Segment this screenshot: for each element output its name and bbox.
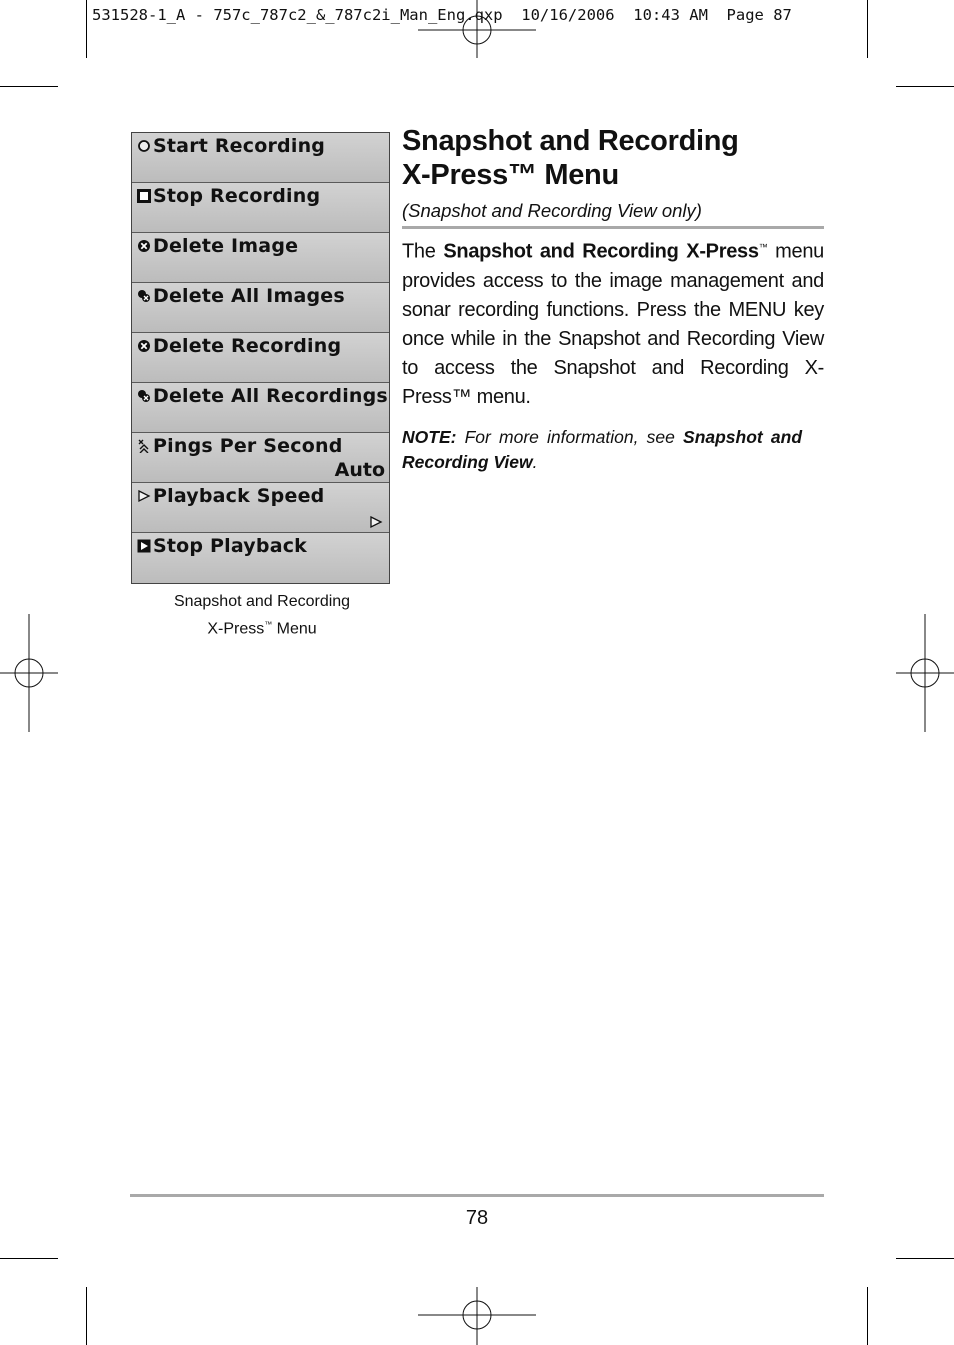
body-text: menu provides access to the image management and sonar recording functions. Press the MENU key once while in the Snapshot and Recording View to access the Snapshot and Recording X-Press™ menu. [402, 240, 825, 408]
chevron-up-down-icon [137, 439, 151, 453]
square-icon [137, 189, 151, 203]
footer-rule [130, 1194, 824, 1197]
caption-line-1: Snapshot and Recording [173, 593, 351, 610]
menu-item-stop-recording[interactable] [132, 183, 389, 233]
body-bold-term: Snapshot and Recording X-Press [443, 240, 759, 263]
menu-item-label: Delete All Recordings [153, 385, 388, 407]
x-circle-icon [137, 239, 151, 253]
play-filled-icon [137, 539, 151, 553]
note-text: . [532, 452, 538, 472]
menu-item-pings-per-second[interactable] [132, 433, 389, 483]
section-subtitle: (Snapshot and Recording View only) [402, 200, 702, 221]
menu-item-value: Auto [334, 459, 385, 481]
crop-mark [0, 1258, 58, 1259]
caption-text: Menu [272, 620, 317, 638]
crop-mark [86, 0, 87, 58]
note-label: NOTE: [402, 427, 457, 447]
crop-mark [896, 1258, 954, 1259]
crop-mark [86, 1287, 87, 1345]
section-title [402, 124, 739, 192]
note-text: For more information, see [456, 427, 684, 447]
menu-item-label: Delete Image [153, 235, 299, 257]
menu-item-delete-all-images[interactable] [132, 283, 389, 333]
menu-item-delete-image[interactable] [132, 233, 389, 283]
menu-item-label: Start Recording [153, 135, 326, 157]
multi-x-icon [137, 289, 151, 303]
crop-mark [896, 86, 954, 87]
menu-item-stop-playback[interactable] [132, 533, 389, 583]
xpress-menu-screenshot [131, 132, 390, 584]
circle-icon [137, 139, 151, 153]
body-text: The [402, 240, 444, 263]
registration-mark [0, 614, 60, 732]
menu-item-delete-recording[interactable] [132, 333, 389, 383]
right-arrow-icon[interactable] [369, 515, 383, 529]
section-rule [402, 226, 824, 229]
print-slug: 531528-1_A - 757c_787c2_&_787c2i_Man_Eng.qxp 10/16/2006 10:43 AM Page 87 [92, 6, 792, 24]
multi-x-icon [137, 389, 151, 403]
trademark: ™ [264, 620, 273, 629]
x-circle-icon [137, 339, 151, 353]
menu-item-label: Delete Recording [153, 335, 342, 357]
registration-mark [418, 1285, 536, 1345]
crop-mark [0, 86, 58, 87]
menu-item-label: Pings Per Second [153, 435, 343, 457]
menu-item-label: Stop Playback [153, 535, 308, 557]
registration-mark [418, 0, 536, 60]
caption-text: X-Press [207, 620, 265, 638]
registration-mark [894, 614, 954, 732]
menu-item-playback-speed[interactable] [132, 483, 389, 533]
menu-item-label: Stop Recording [153, 185, 321, 207]
play-outline-icon [137, 489, 151, 503]
crop-mark [867, 1287, 868, 1345]
crop-mark [867, 0, 868, 58]
caption-line-2 [131, 613, 393, 640]
page-number: 78 [465, 1207, 489, 1229]
menu-item-label: Delete All Images [153, 285, 345, 307]
body-paragraph [402, 233, 824, 412]
menu-item-label: Playback Speed [153, 485, 325, 507]
figure-caption [131, 590, 393, 640]
section-title-line-2: X-Press™ Menu [402, 159, 619, 191]
menu-item-delete-all-recordings[interactable] [132, 383, 389, 433]
note-paragraph [402, 425, 802, 475]
menu-item-start-recording[interactable] [132, 133, 389, 183]
trademark: ™ [758, 242, 768, 252]
note-reference: Snapshot and Recording View [402, 427, 803, 472]
section-title-line-1: Snapshot and Recording [402, 125, 739, 157]
